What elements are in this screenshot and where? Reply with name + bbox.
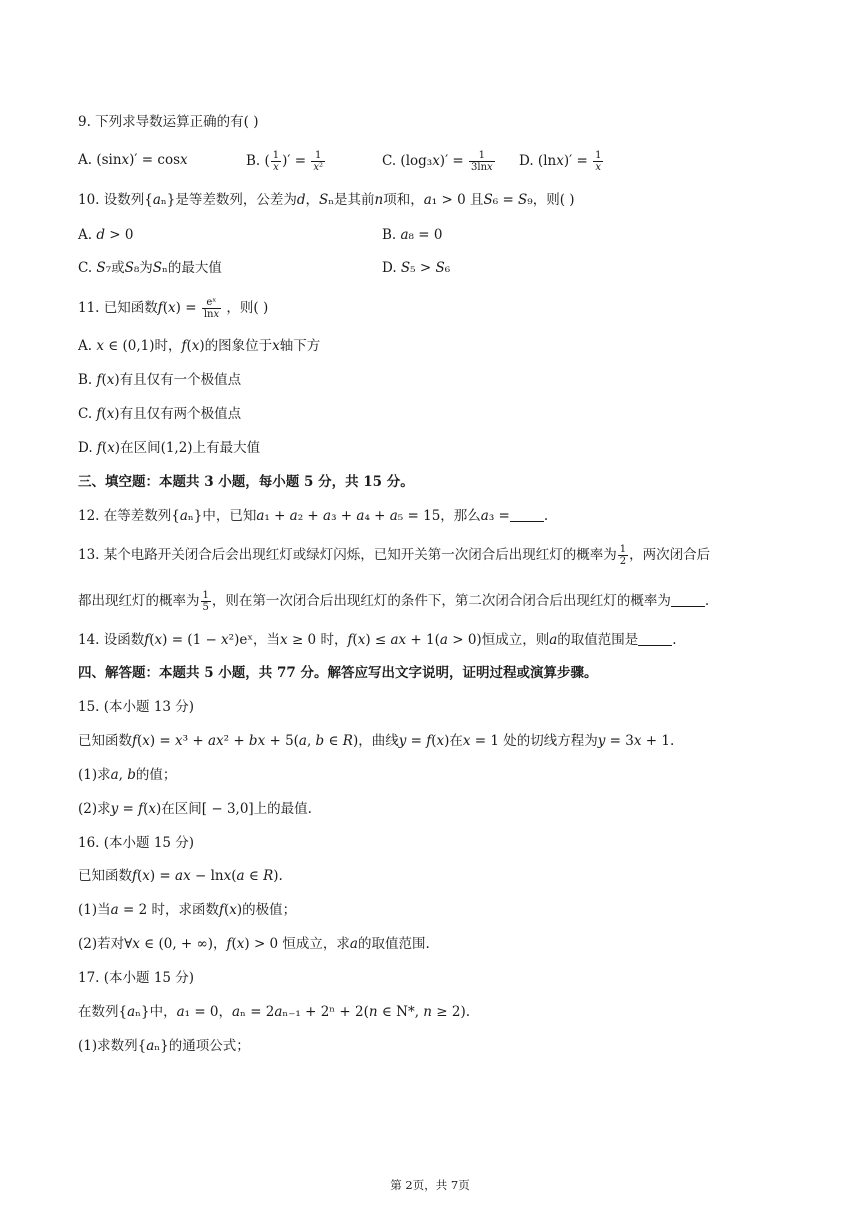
q14-stem: 14. 设函数𝑓(𝑥) = (1 − 𝑥²)eˣ，当𝑥 ≥ 0 时，𝑓(𝑥) ≤ 𝑎𝑥 + 1(𝑎 > 0)恒成立，则𝑎的取值范围是 . bbox=[78, 632, 677, 648]
q16-heading: 16. (本小题 15 分) bbox=[78, 835, 195, 851]
fraction: $\frac{1}{2}$ bbox=[619, 544, 627, 567]
page-footer: 第 2页，共 7页 bbox=[390, 1178, 470, 1192]
answer-blank bbox=[671, 592, 705, 607]
q10-option-c: C. 𝑆₇或𝑆₈为𝑆ₙ的最大值 bbox=[78, 260, 222, 276]
section-heading-solutions: 四、解答题：本题共 5 小题，共 77 分。解答应写出文字说明，证明过程或演算步骤。 bbox=[78, 665, 598, 681]
fraction: $\frac{1}{\text{3ln𝑥}}$ bbox=[471, 150, 493, 173]
q17-part-1: (1)求数列{𝑎ₙ}的通项公式； bbox=[78, 1038, 250, 1054]
q9-option-d: D. (ln𝑥)′ = $\frac{1}{\text{𝑥}}$ bbox=[519, 150, 602, 173]
q15-heading: 15. (本小题 13 分) bbox=[78, 699, 195, 715]
section-heading-fill-blank: 三、填空题：本题共 3 小题，每小题 5 分，共 15 分。 bbox=[78, 474, 414, 490]
q16-part-2: (2)若对∀𝑥 ∈ (0, + ∞)，𝑓(𝑥) > 0 恒成立，求𝑎的取值范围. bbox=[78, 936, 430, 952]
q11-option-d: D. 𝑓(𝑥)在区间(1,2)上有最大值 bbox=[78, 440, 261, 456]
fraction: $\frac{1}{\text{𝑥²}}$ bbox=[313, 150, 324, 173]
q9-option-c: C. (log₃𝑥)′ = $\frac{1}{\text{3ln𝑥}}$ bbox=[382, 150, 493, 173]
q9-stem: 9. 下列求导数运算正确的有( ) bbox=[78, 114, 259, 130]
q11-option-b: B. 𝑓(𝑥)有且仅有一个极值点 bbox=[78, 372, 242, 388]
q17-heading: 17. (本小题 15 分) bbox=[78, 970, 195, 986]
q16-stem: 已知函数𝑓(𝑥) = 𝑎𝑥 − ln𝑥(𝑎 ∈ 𝑅). bbox=[78, 868, 283, 884]
q16-part-1: (1)当𝑎 = 2 时，求函数𝑓(𝑥)的极值； bbox=[78, 902, 297, 918]
fraction: $\frac{1}{5}$ bbox=[202, 590, 209, 613]
q15-part-2: (2)求𝑦 = 𝑓(𝑥)在区间[ − 3,0]上的最值. bbox=[78, 801, 312, 817]
q11-option-a: A. 𝑥 ∈ (0,1)时，𝑓(𝑥)的图象位于𝑥轴下方 bbox=[78, 338, 321, 354]
q11-stem: 11. 已知函数𝑓(𝑥) = $\frac{\text{eˣ}}{\text{ln𝑥}}$ ，则( ) bbox=[78, 297, 269, 320]
q17-stem: 在数列{𝑎ₙ}中，𝑎₁ = 0，𝑎ₙ = 2𝑎ₙ₋₁ + 2ⁿ + 2(𝑛 ∈ N*, 𝑛 ≥ 2). bbox=[78, 1004, 471, 1020]
q10-option-b: B. 𝑎₈ = 0 bbox=[382, 227, 443, 243]
q10-option-d: D. 𝑆₅ > 𝑆₆ bbox=[382, 260, 451, 276]
q13-line-2: 都出现红灯的概率为 $\frac{1}{5}$ ，则在第一次闭合后出现红灯的条件下，第二次闭合闭合后出现红灯的概率为 . bbox=[78, 590, 710, 613]
q11-option-c: C. 𝑓(𝑥)有且仅有两个极值点 bbox=[78, 406, 242, 422]
q15-stem: 已知函数𝑓(𝑥) = 𝑥³ + 𝑎𝑥² + 𝑏𝑥 + 5(𝑎, 𝑏 ∈ 𝑅)，曲线𝑦 = 𝑓(𝑥)在𝑥 = 1 处的切线方程为𝑦 = 3𝑥 + 1. bbox=[78, 733, 675, 749]
answer-blank bbox=[510, 507, 544, 522]
fraction: $\frac{1}{\text{𝑥}}$ bbox=[595, 150, 602, 173]
fraction: $\frac{1}{\text{𝑥}}$ bbox=[272, 150, 280, 173]
q9-option-a: A. (sin𝑥)′ = cos𝑥 bbox=[78, 152, 188, 168]
q10-option-a: A. 𝑑 > 0 bbox=[78, 227, 134, 243]
q10-stem: 10. 设数列{𝑎ₙ}是等差数列，公差为𝑑，𝑆ₙ是其前𝑛项和，𝑎₁ > 0 且𝑆₆ = 𝑆₉，则( ) bbox=[78, 192, 575, 208]
q13-line-1: 13. 某个电路开关闭合后会出现红灯或绿灯闪烁，已知开关第一次闭合后出现红灯的概率为 $\frac{1}{2}$ ，两次闭合后 bbox=[78, 544, 711, 567]
q15-part-1: (1)求𝑎, 𝑏的值； bbox=[78, 767, 177, 783]
q12-stem: 12. 在等差数列{𝑎ₙ}中，已知𝑎₁ + 𝑎₂ + 𝑎₃ + 𝑎₄ + 𝑎₅ = 15，那么𝑎₃ = . bbox=[78, 508, 549, 524]
answer-blank bbox=[638, 631, 672, 646]
q9-option-b: B. ( $\frac{1}{\text{𝑥}}$ )′ = $\frac{1}{\text{𝑥²}}$ bbox=[246, 150, 324, 173]
fraction: $\frac{\text{eˣ}}{\text{ln𝑥}}$ bbox=[203, 297, 220, 320]
